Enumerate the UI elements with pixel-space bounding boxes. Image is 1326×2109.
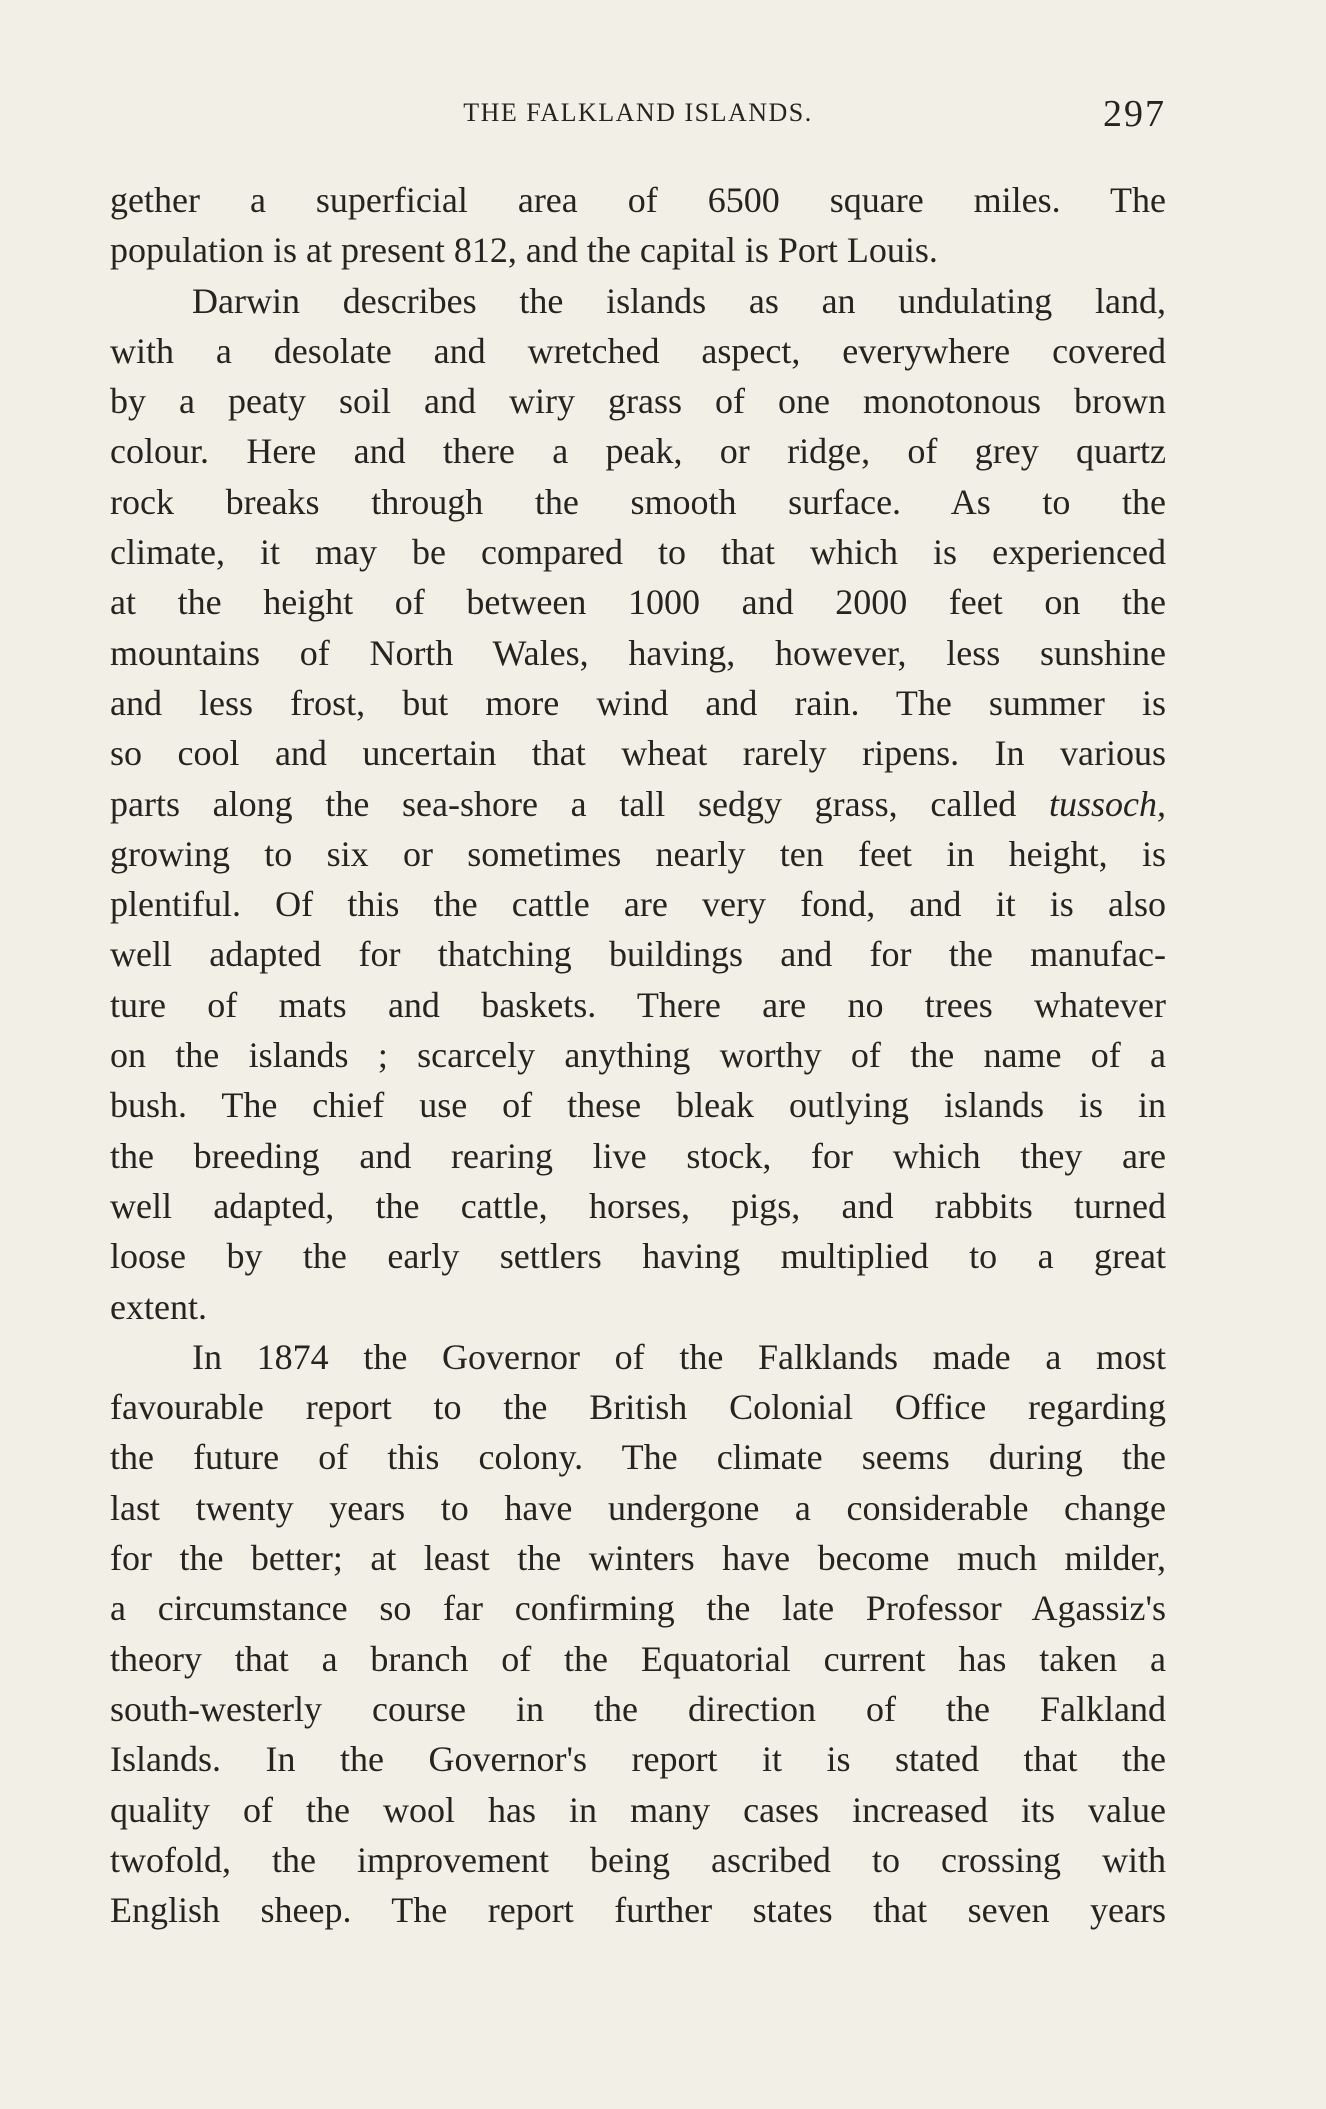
text-line: on the islands ; scarcely anything worthy of the name of a: [110, 1035, 1166, 1076]
text-line: plentiful. Of this the cattle are very fond, and it is also: [110, 884, 1166, 925]
text-line: mountains of North Wales, having, however, less sunshine: [110, 632, 1166, 673]
paragraph-first-line: In 1874 the Governor of the Falklands made a most: [192, 1336, 1166, 1377]
text-line: theory that a branch of the Equatorial current has taken a: [110, 1638, 1166, 1679]
text-line: quality of the wool has in many cases increased its value: [110, 1789, 1166, 1830]
text-line: well adapted, the cattle, horses, pigs, and rabbits turned: [110, 1185, 1166, 1226]
text-line: twofold, the improvement being ascribed to crossing with: [110, 1839, 1166, 1880]
text-line: south-westerly course in the direction of the Falkland: [110, 1688, 1166, 1729]
page-number: 297: [1103, 93, 1166, 135]
text-line: with a desolate and wretched aspect, everywhere covered: [110, 330, 1166, 371]
text-line: for the better; at least the winters have become much milder,: [110, 1538, 1166, 1579]
text-line: rock breaks through the smooth surface. As to the: [110, 481, 1166, 522]
text-line: the future of this colony. The climate seems during the: [110, 1437, 1166, 1478]
body-text: [110, 175, 1166, 1935]
text-line: a circumstance so far confirming the late Professor Agassiz's: [110, 1588, 1166, 1629]
text-line: bush. The chief use of these bleak outlying islands is in: [110, 1085, 1166, 1126]
text-line: the breeding and rearing live stock, for which they are: [110, 1135, 1166, 1176]
text-line: at the height of between 1000 and 2000 feet on the: [110, 582, 1166, 623]
text-segment: parts along the sea-shore a tall sedgy grass, called: [110, 783, 1049, 824]
italic-term: tussoch,: [1049, 783, 1166, 824]
text-line: climate, it may be compared to that which is experienced: [110, 532, 1166, 573]
text-line: gether a superficial area of 6500 square miles. The: [110, 180, 1166, 220]
text-line: population is at present 812, and the capital is Port Louis.: [110, 230, 938, 271]
running-title: THE FALKLAND ISLANDS.: [463, 98, 813, 127]
text-line: extent.: [110, 1286, 207, 1327]
text-line: by a peaty soil and wiry grass of one monotonous brown: [110, 381, 1166, 422]
text-line: loose by the early settlers having multiplied to a great: [110, 1236, 1166, 1277]
text-line: English sheep. The report further states that seven years: [110, 1890, 1166, 1931]
text-line: ture of mats and baskets. There are no trees whatever: [110, 984, 1166, 1025]
paragraph-first-line: Darwin describes the islands as an undulating land,: [192, 280, 1166, 321]
text-line: and less frost, but more wind and rain. The summer is: [110, 682, 1166, 723]
text-line: well adapted for thatching buildings and for the manufac-: [110, 934, 1166, 975]
text-line: growing to six or sometimes nearly ten feet in height, is: [110, 833, 1166, 874]
text-line: so cool and uncertain that wheat rarely ripens. In various: [110, 733, 1166, 774]
text-line: Islands. In the Governor's report it is stated that the: [110, 1739, 1166, 1780]
text-line: [110, 779, 1166, 829]
running-head: [110, 92, 1166, 142]
text-line: favourable report to the British Colonial Office regarding: [110, 1387, 1166, 1428]
text-line: colour. Here and there a peak, or ridge, of grey quartz: [110, 431, 1166, 472]
text-line: last twenty years to have undergone a considerable change: [110, 1487, 1166, 1528]
